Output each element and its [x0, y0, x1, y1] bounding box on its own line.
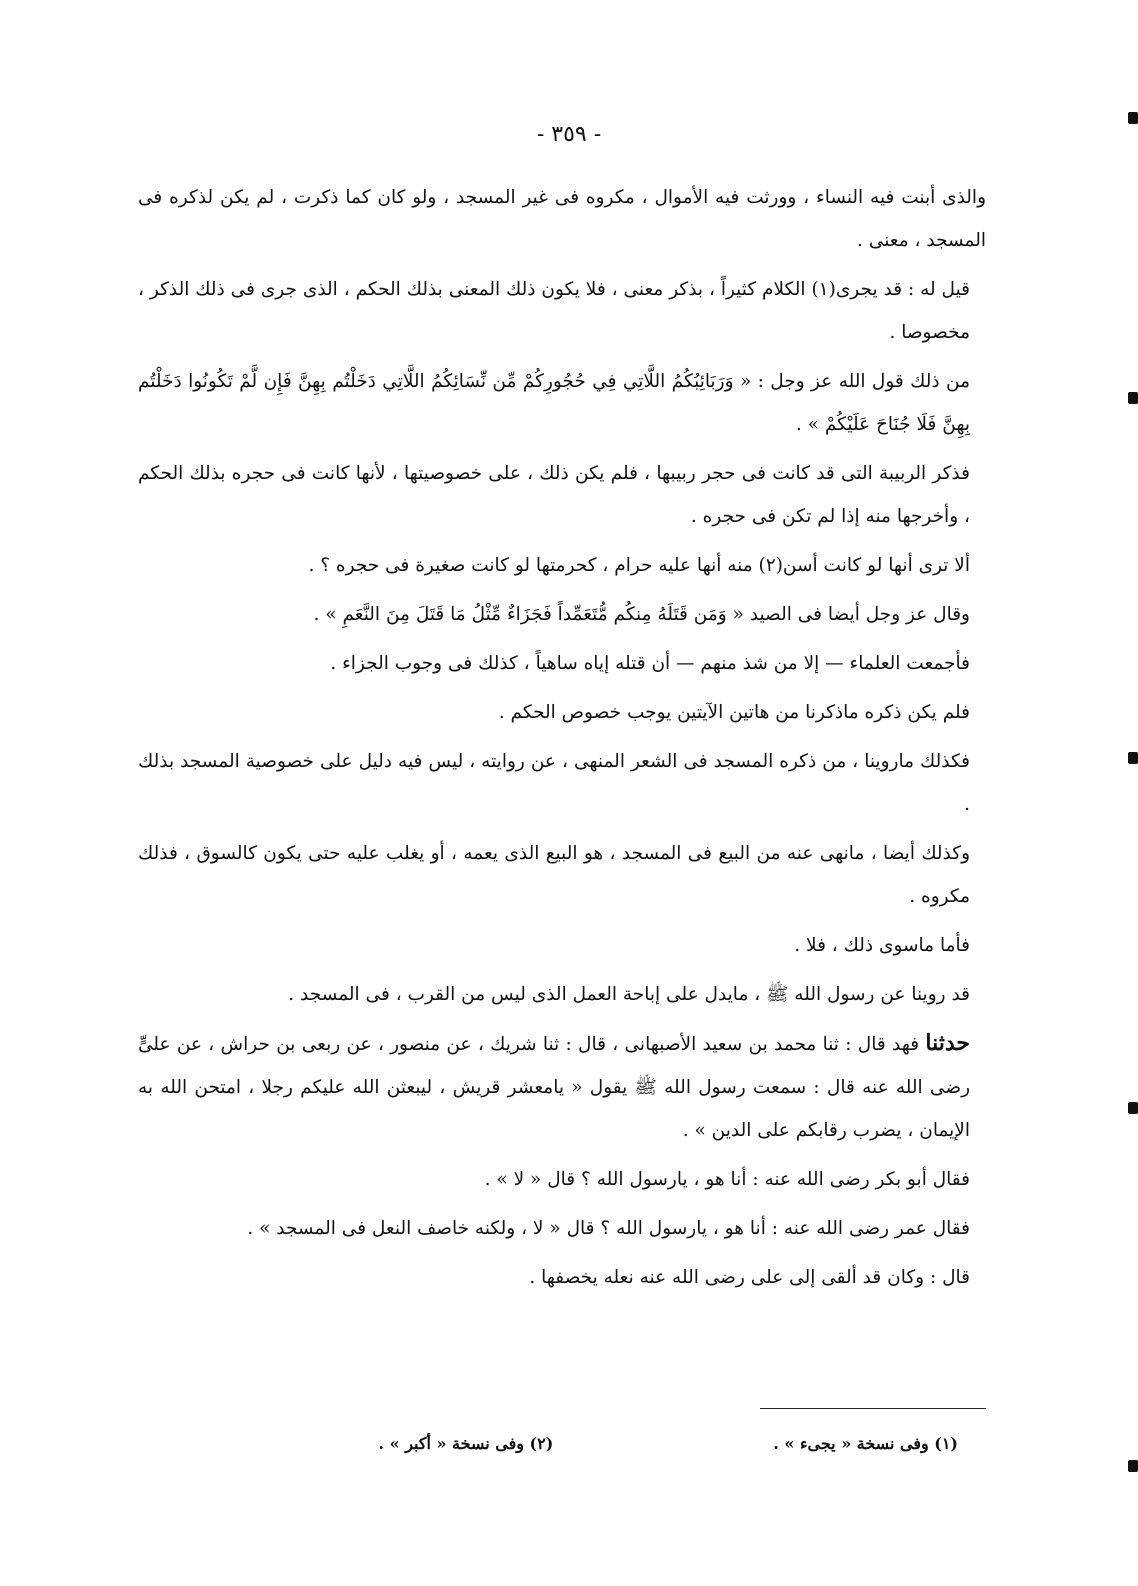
- paragraph-10: وكذلك أيضا ، مانهى عنه من البيع فى المسجد ، هو البيع الذى يعمه ، أو يغلب عليه حتى يكون كالسوق ، فذلك مكروه .: [138, 843, 970, 907]
- paragraph-1: والذى أبنت فيه النساء ، وورثت فيه الأموال ، مكروه فى غير المسجد ، ولو كان كما ذكرت ، لم يكن لذكره فى المسجد ، معنى .: [138, 187, 986, 251]
- paragraph-2: قيل له : قد يجرى(١) الكلام كثيراً ، بذكر معنى ، فلا يكون ذلك المعنى بذلك الحكم ، الذى جرى فى ذلك الذكر ، مخصوصا .: [138, 279, 970, 343]
- paragraph-13-text: فهد قال : ثنا محمد بن سعيد الأصبهانى ، قال : ثنا شريك ، عن منصور ، عن ربعى بن حراش ، عن علىٍّ رضى الله عنه قال : سمعت رسول الله ﷺ يقول « يامعشر قريش ، ليبعثن الله عليكم رجلا ، امتحن الله به الإيمان ، يضرب رقابكم على الدين » .: [138, 1034, 970, 1141]
- paragraph-9: فكذلك ماروينا ، من ذكره المسجد فى الشعر المنهى ، عن روايته ، ليس فيه دليل على خصوصية المسجد بذلك .: [138, 751, 970, 815]
- paragraph-12: قد روينا عن رسول الله ﷺ ، مايدل على إباحة العمل الذى ليس من القرب ، فى المسجد .: [288, 984, 970, 1005]
- margin-mark: [1128, 392, 1138, 404]
- paragraph-3: من ذلك قول الله عز وجل : « وَرَبَائِبُكُمُ اللَّاتِي فِي حُجُورِكُمْ مِّن نِّسَائِكُمُ اللَّاتِي دَخَلْتُم بِهِنَّ فَإِن لَّمْ تَكُونُوا دَخَلْتُم بِهِنَّ فَلَا جُنَاحَ عَلَيْكُمْ » .: [138, 371, 970, 435]
- paragraph-15: فقال عمر رضى الله عنه : أنا هو ، يارسول الله ؟ قال « لا ، ولكنه خاصف النعل فى المسجد » .: [247, 1218, 970, 1239]
- paragraph-7: فأجمعت العلماء — إلا من شذ منهم — أن قتله إياه ساهياً ، كذلك فى وجوب الجزاء .: [330, 653, 970, 674]
- footnote-1: (١) وفى نسخة « يجىء » .: [773, 1434, 958, 1453]
- body-text: [138, 176, 986, 1305]
- paragraph-14: فقال أبو بكر رضى الله عنه : أنا هو ، يارسول الله ؟ قال « لا » .: [484, 1169, 970, 1190]
- haddathana-label: حدثنا: [925, 1030, 970, 1056]
- margin-mark: [1128, 1102, 1138, 1114]
- footnotes: [138, 1434, 958, 1453]
- paragraph-4: فذكر الربيبة التى قد كانت فى حجر ربيبها ، فلم يكن ذلك ، على خصوصيتها ، لأنها كانت فى حجره بذلك الحكم ، وأخرجها منه إذا لم تكن فى حجره .: [138, 463, 970, 527]
- margin-mark: [1128, 1460, 1138, 1472]
- margin-mark: [1128, 752, 1138, 764]
- paragraph-11: فأما ماسوى ذلك ، فلا .: [794, 935, 970, 956]
- paragraph-5: ألا ترى أنها لو كانت أسن(٢) منه أنها عليه حرام ، كحرمتها لو كانت صغيرة فى حجره ؟ .: [308, 555, 970, 576]
- paragraph-13: [138, 1022, 986, 1152]
- margin-mark: [1128, 112, 1138, 124]
- footnote-divider: [760, 1408, 986, 1409]
- page-number: - ٣٥٩ -: [536, 122, 602, 147]
- paragraph-16: قال : وكان قد ألقى إلى على رضى الله عنه نعله يخصفها .: [529, 1267, 970, 1288]
- footnote-2: (٢) وفى نسخة « أكبر » .: [378, 1434, 554, 1453]
- paragraph-6: وقال عز وجل أيضا فى الصيد « وَمَن قَتَلَهُ مِنكُم مُّتَعَمِّداً فَجَزَاءٌ مِّثْلُ مَا قَتَلَ مِنَ النَّعَمِ » .: [313, 604, 970, 625]
- paragraph-8: فلم يكن ذكره ماذكرنا من هاتين الآيتين يوجب خصوص الحكم .: [498, 702, 970, 723]
